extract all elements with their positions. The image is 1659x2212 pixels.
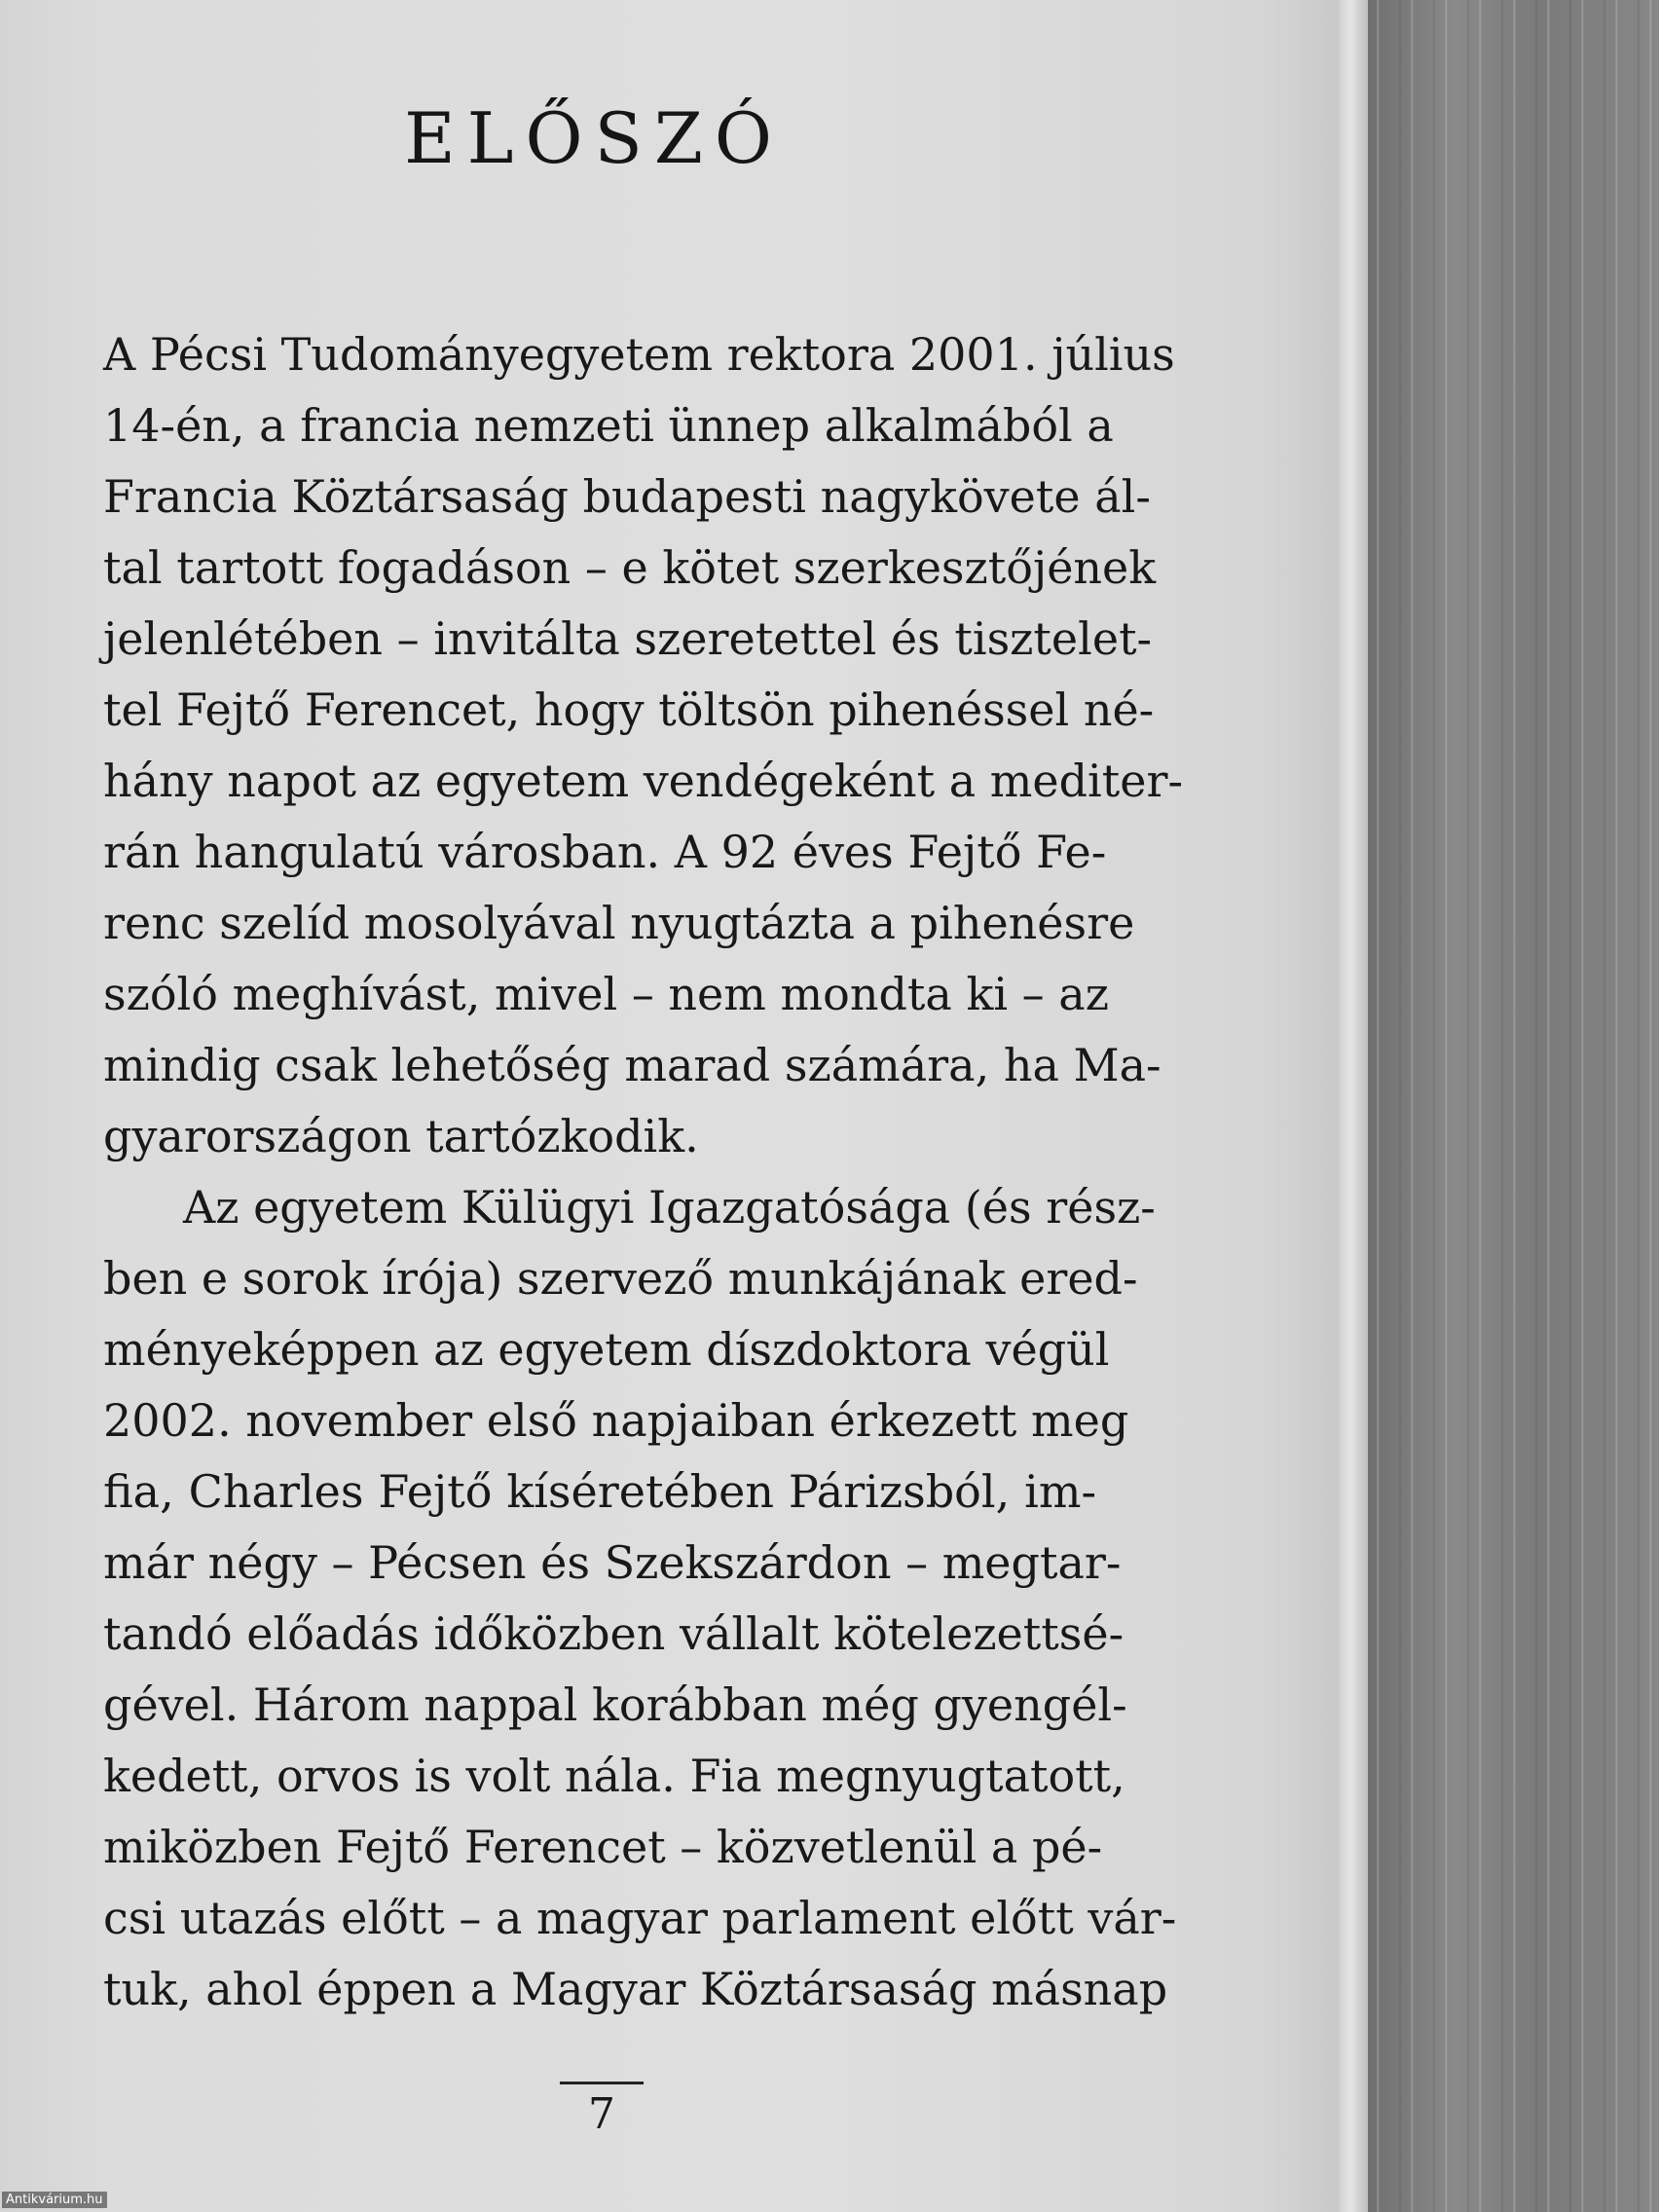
text-line: ményeképpen az egyetem díszdoktora végül [103,1323,1110,1376]
page-number: 7 [588,2089,615,2139]
text-line: kedett, orvos is volt nála. Fia megnyugtatott, [103,1750,1125,1802]
text-line: tandó előadás időközben vállalt kötelezettsé- [103,1607,1124,1660]
text-line: Francia Köztársaság budapesti nagykövete ál- [103,470,1151,523]
text-line: jelenlétében – invitálta szeretettel és tisztelet- [103,612,1153,665]
text-line: ben e sorok írója) szervező munkájának ered- [103,1252,1138,1305]
text-line: rán hangulatú városban. A 92 éves Fejtő Fe- [103,826,1107,878]
page-number-rule [560,2082,644,2084]
wooden-table-background [1368,0,1659,2212]
watermark: Antikvárium.hu [2,2192,107,2208]
chapter-heading: ELŐSZÓ [404,97,784,179]
text-line: miközben Fejtő Ferencet – közvetlenül a pé- [103,1821,1103,1873]
text-line: gével. Három nappal korábban még gyengél- [103,1678,1127,1731]
text-line: 14-én, a francia nemzeti ünnep alkalmából a [103,399,1114,452]
text-line: tel Fejtő Ferencet, hogy töltsön pihenéssel né- [103,683,1155,736]
text-line: csi utazás előtt – a magyar parlament előtt vár- [103,1892,1177,1944]
text-line: renc szelíd mosolyával nyugtázta a pihenésre [103,897,1135,949]
text-line: tuk, ahol éppen a Magyar Köztársaság másnap [103,1963,1168,2015]
text-line: fia, Charles Fejtő kíséretében Párizsból, im- [103,1465,1096,1518]
text-line: 2002. november első napjaiban érkezett meg [103,1394,1129,1447]
text-line: már négy – Pécsen és Szekszárdon – megtar- [103,1536,1122,1589]
text-line: gyarországon tartózkodik. [103,1110,699,1162]
text-line: mindig csak lehetőség marad számára, ha Ma- [103,1039,1161,1091]
text-line: szóló meghívást, mivel – nem mondta ki – az [103,968,1109,1020]
text-line: Az egyetem Külügyi Igazgatósága (és rész- [183,1181,1156,1234]
page-edge [1339,0,1368,2212]
text-line: tal tartott fogadáson – e kötet szerkesztőjének [103,541,1157,594]
text-line: A Pécsi Tudományegyetem rektora 2001. július [103,328,1175,381]
text-line: hány napot az egyetem vendégeként a mediter- [103,755,1183,807]
body-text [103,319,1183,2025]
